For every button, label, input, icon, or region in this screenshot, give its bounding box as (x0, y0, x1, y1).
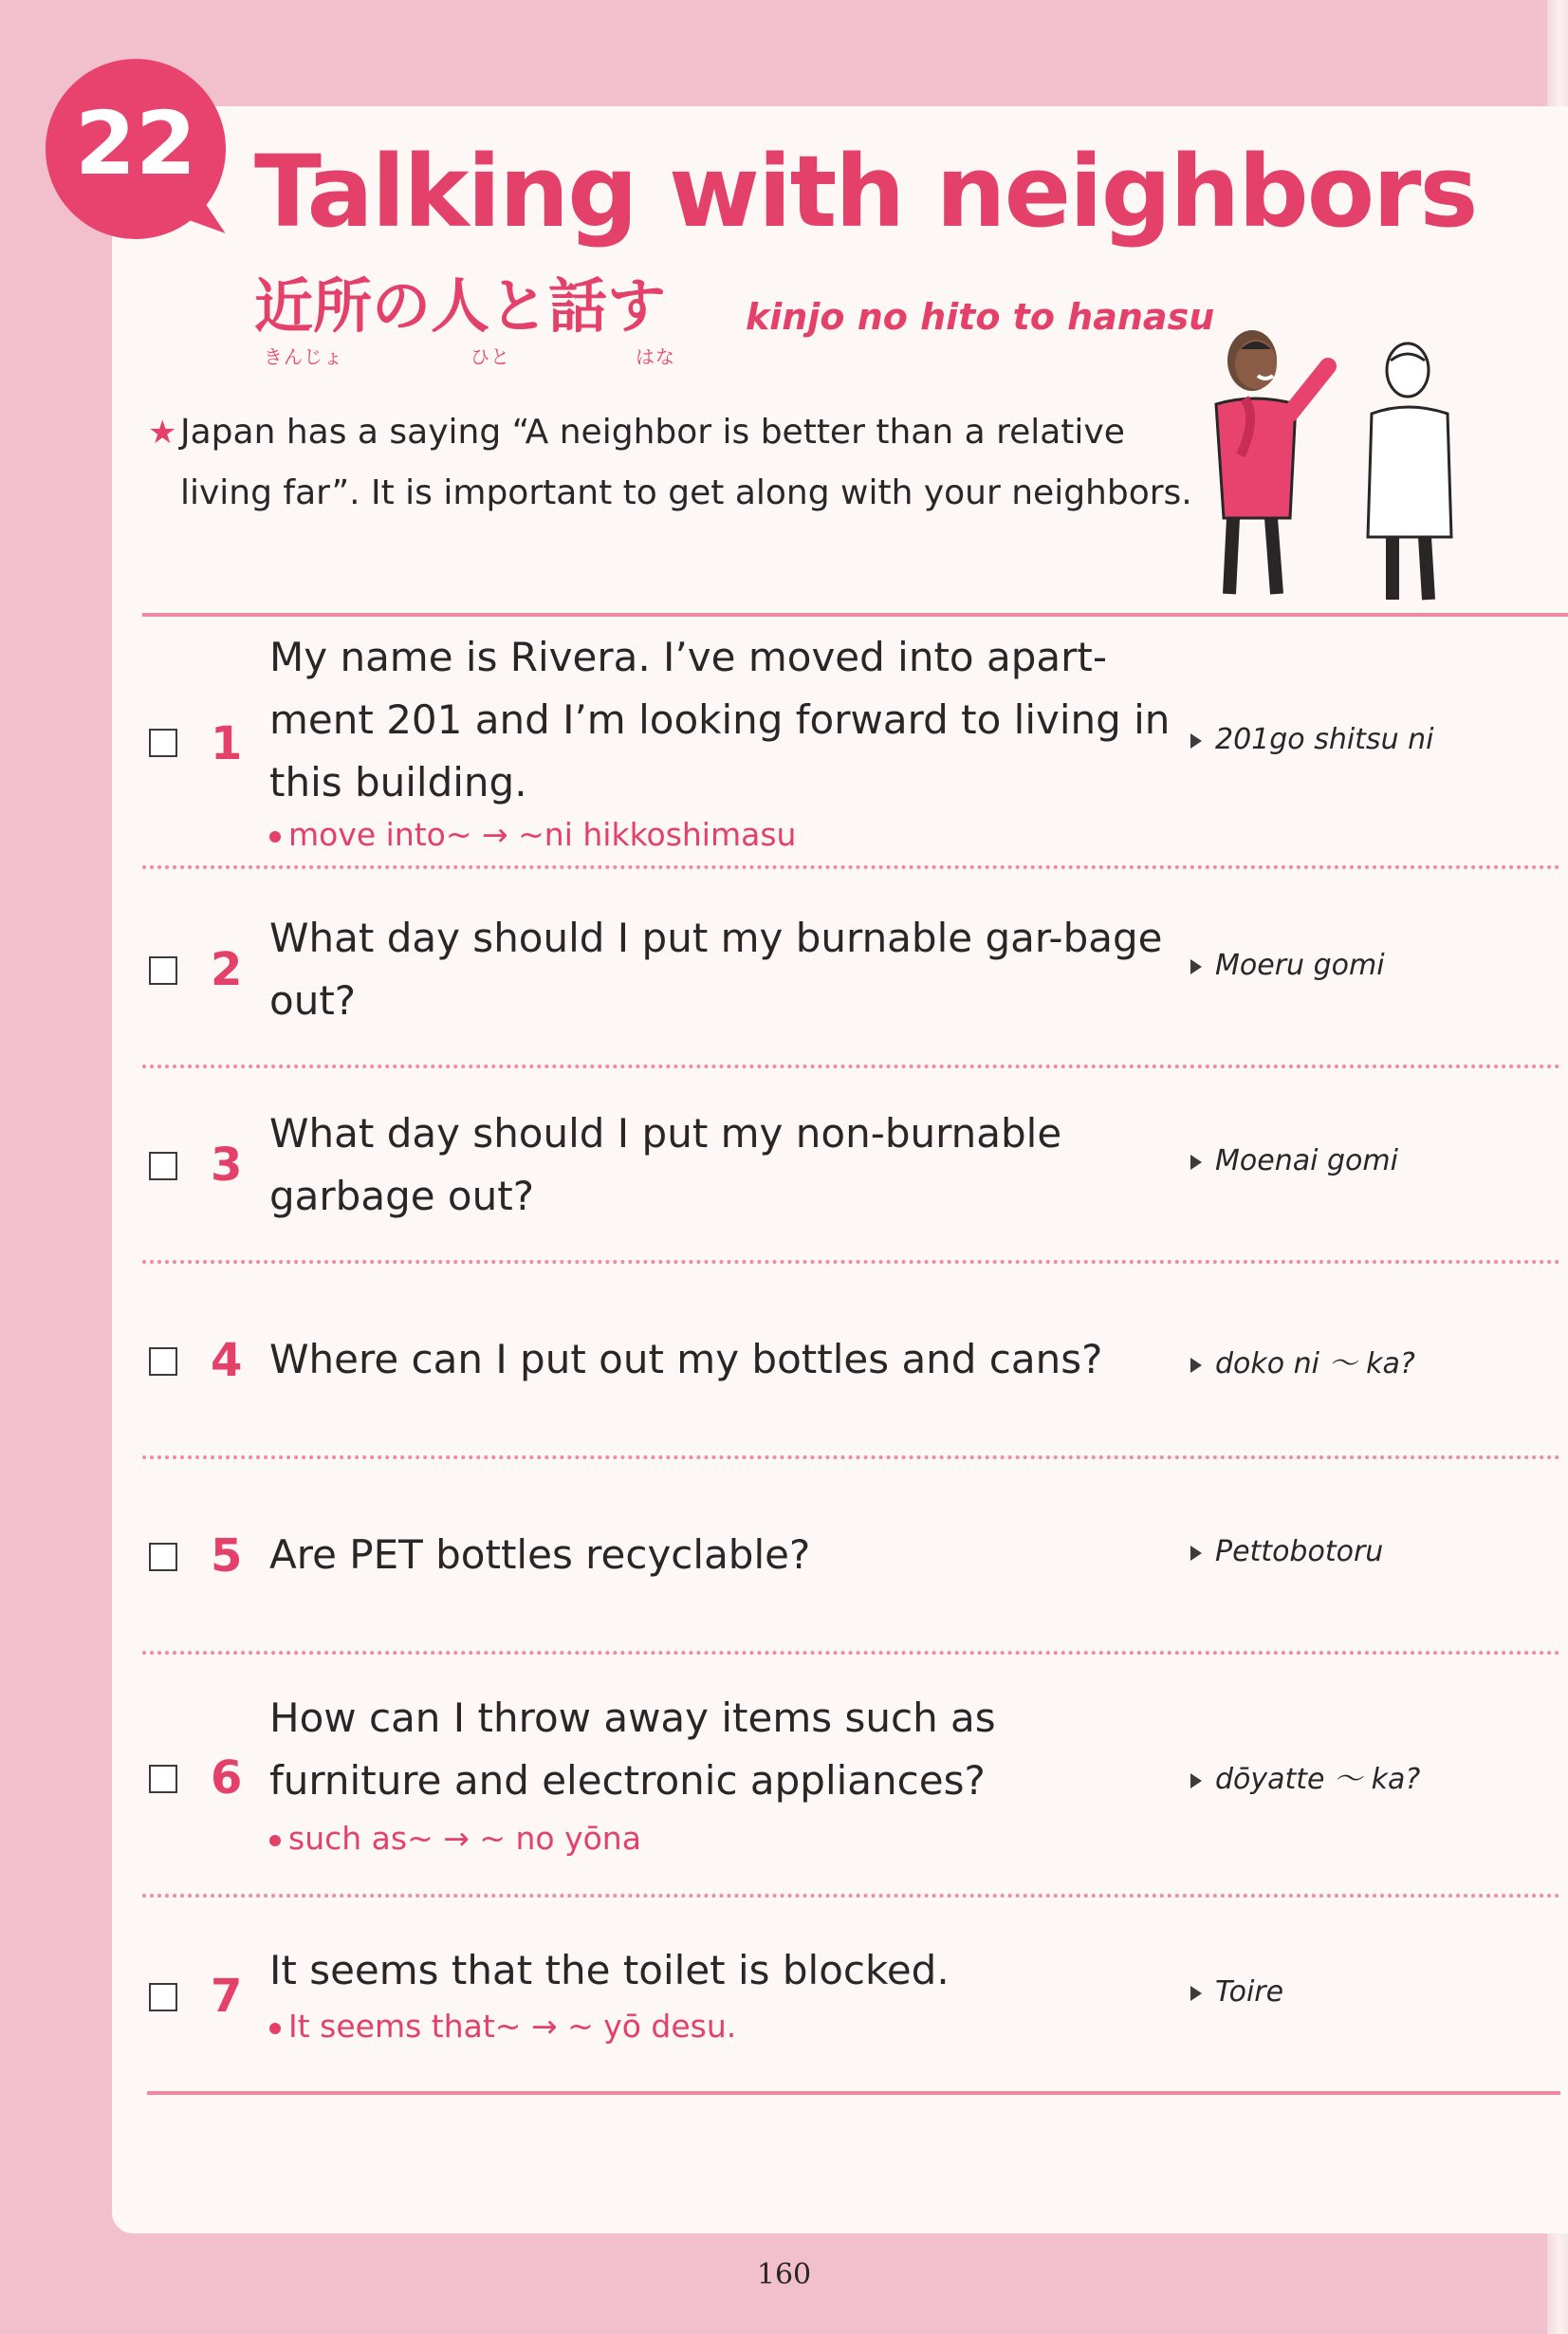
man-right-figure (1368, 343, 1451, 600)
item-2-number: 2 (211, 943, 243, 996)
triangle-right-icon (1190, 959, 1202, 974)
lesson-title-japanese: 近所の人と話す (254, 271, 667, 341)
item-1-number: 1 (211, 717, 243, 770)
item-2-text: What day should I put my burnable gar-bage out? (269, 915, 1163, 1024)
item-4-number: 4 (211, 1334, 243, 1387)
bullet-icon (269, 2023, 281, 2034)
row-divider-3 (142, 1260, 1560, 1264)
triangle-right-icon (1190, 1986, 1202, 2001)
item-2-hint-text: Moeru gomi (1215, 949, 1385, 982)
item-6-note (269, 1820, 641, 1857)
item-4-text: Where can I put out my bottles and cans? (269, 1336, 1103, 1382)
item-7-text: It seems that the toilet is blocked. (269, 1947, 950, 1993)
item-5-number: 5 (211, 1529, 243, 1583)
star-icon: ★ (148, 414, 177, 452)
triangle-right-icon (1190, 733, 1202, 749)
item-1-text: My name is Rivera. I’ve moved into apart-ment 201 and I’m looking forward to living in this building. (269, 634, 1171, 806)
item-6-hint (1190, 1755, 1420, 1797)
item-6-text: How can I throw away items such as furniture and electronic appliances? (269, 1695, 996, 1804)
intro-text: Japan has a saying “A neighbor is better than a relative living far”. It is important to get along with your neighbors. (180, 413, 1192, 512)
lesson-title-romaji: kinjo no hito to hanasu (746, 296, 1215, 338)
item-6-hint-text: dōyatte ～ ka? (1215, 1763, 1421, 1796)
item-6-checkbox[interactable] (149, 1765, 177, 1793)
item-4-hint-text: doko ni ～ ka? (1215, 1347, 1415, 1380)
triangle-right-icon (1190, 1546, 1202, 1561)
section-bottom-rule (147, 2091, 1560, 2095)
furigana-hito: ひと (470, 345, 510, 368)
item-1-hint (1190, 723, 1433, 756)
item-7-note (269, 2008, 736, 2045)
item-7-number: 7 (211, 1970, 243, 2023)
item-1-checkbox[interactable] (149, 729, 177, 757)
item-2-checkbox[interactable] (149, 956, 177, 985)
triangle-right-icon (1190, 1773, 1202, 1788)
item-6-note-text: such as~ → ~ no yōna (288, 1820, 641, 1857)
item-5-hint (1190, 1535, 1383, 1568)
item-3-checkbox[interactable] (149, 1152, 177, 1180)
furigana-hana: はな (636, 345, 675, 368)
bullet-icon (269, 831, 281, 843)
item-3-text: What day should I put my non-burnable garbage out? (269, 1110, 1062, 1219)
item-4-hint (1190, 1340, 1415, 1381)
item-1-note (269, 816, 796, 853)
row-divider-2 (142, 1065, 1560, 1068)
item-3-hint (1190, 1144, 1398, 1177)
item-7-checkbox[interactable] (149, 1983, 177, 2011)
item-5-checkbox[interactable] (149, 1543, 177, 1571)
item-7-hint-text: Toire (1215, 1975, 1284, 2009)
intro-paragraph (148, 402, 1205, 524)
man-left-figure (1216, 330, 1328, 594)
furigana-kinjo: きんじょ (264, 345, 343, 368)
item-3-hint-text: Moenai gomi (1215, 1144, 1398, 1177)
item-7-note-text: It seems that~ → ~ yō desu. (288, 2008, 737, 2045)
triangle-right-icon (1190, 1358, 1202, 1373)
item-3-number: 3 (211, 1139, 243, 1192)
triangle-right-icon (1190, 1155, 1202, 1170)
item-6-number: 6 (211, 1751, 243, 1805)
row-divider-1 (142, 865, 1560, 869)
item-5-text: Are PET bottles recyclable? (269, 1531, 811, 1578)
item-4-checkbox[interactable] (149, 1347, 177, 1376)
lesson-number-badge (46, 59, 226, 239)
item-5-hint-text: Pettobotoru (1215, 1535, 1384, 1568)
item-2-hint (1190, 949, 1385, 982)
row-divider-6 (142, 1894, 1560, 1898)
lesson-number: 22 (74, 93, 197, 194)
item-1-note-text: move into~ → ~ni hikkoshimasu (288, 816, 797, 853)
intro-divider (142, 613, 1568, 617)
row-divider-4 (142, 1455, 1560, 1459)
row-divider-5 (142, 1651, 1560, 1655)
lesson-title: Talking with neighbors (254, 134, 1477, 250)
neighbors-illustration (1176, 323, 1489, 607)
page-number: 160 (756, 2258, 812, 2291)
item-1-hint-text: 201go shitsu ni (1215, 723, 1434, 756)
bullet-icon (269, 1835, 281, 1846)
item-7-hint (1190, 1975, 1283, 2009)
